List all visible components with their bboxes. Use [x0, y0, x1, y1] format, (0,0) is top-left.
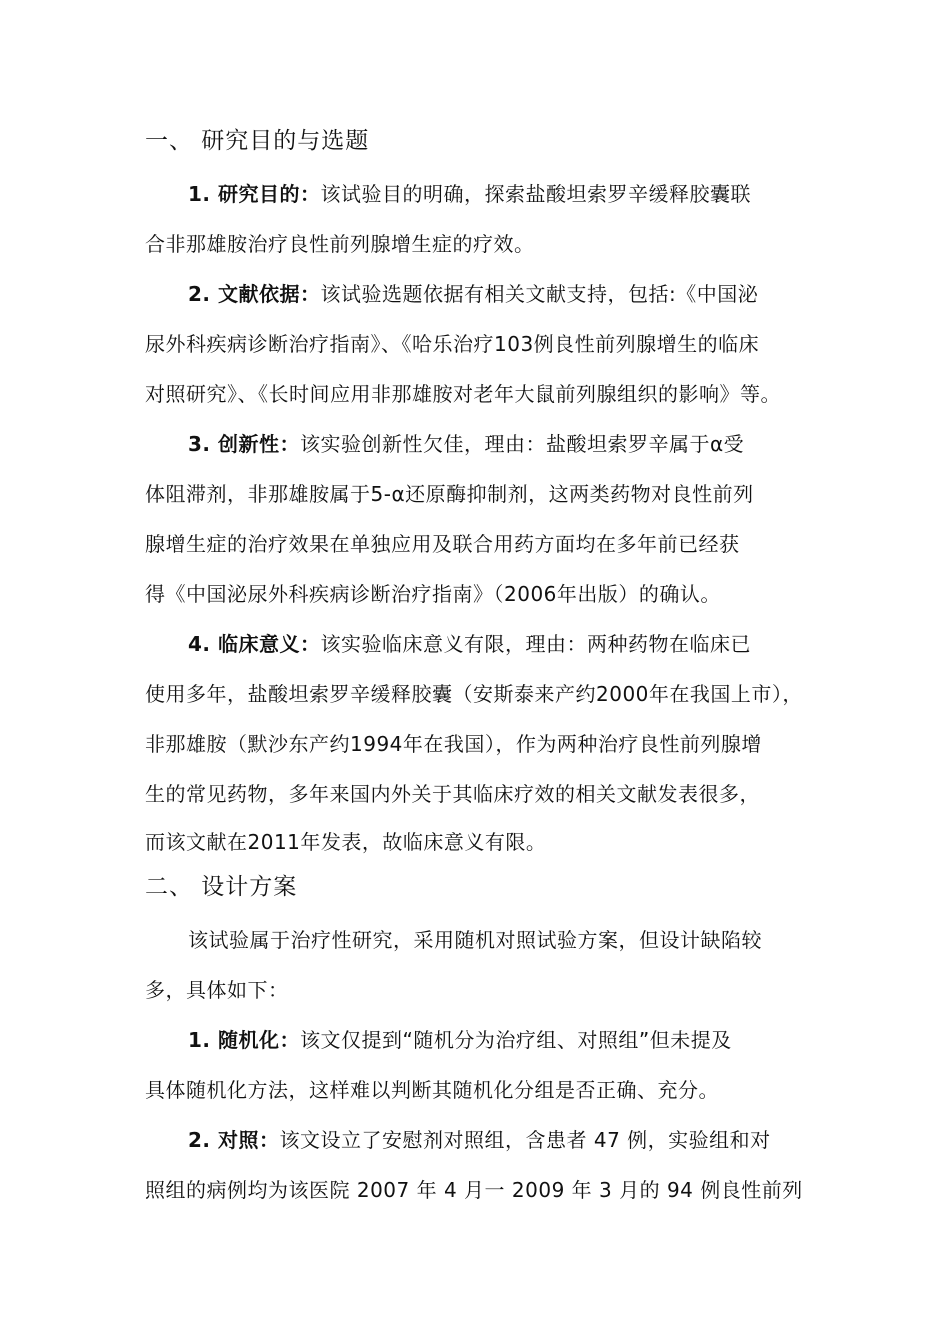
section-2-heading: 二、 设计方案: [145, 874, 298, 900]
paragraph-line: 而该文献在2011年发表，故临床意义有限。: [145, 830, 547, 854]
item-label: 4. 临床意义：: [188, 632, 321, 656]
paragraph-line: 生的常见药物，多年来国内外关于其临床疗效的相关文献发表很多，: [145, 782, 760, 806]
paragraph-line: 得《中国泌尿外科疾病诊断治疗指南》（2006年出版）的确认。: [145, 582, 721, 606]
item-label: 2. 对照：: [188, 1128, 280, 1152]
item-label: 2. 文献依据：: [188, 282, 321, 306]
item-label: 1. 随机化：: [188, 1028, 300, 1052]
item-text: 该文设立了安慰剂对照组，含患者 47 例，实验组和对: [279, 1128, 771, 1152]
section-1-heading: 一、 研究目的与选题: [145, 128, 370, 154]
intro-line: 多，具体如下：: [145, 978, 289, 1002]
item-randomization: [188, 1027, 732, 1053]
item-literature-basis: [188, 281, 758, 307]
item-text: 该实验创新性欠佳，理由：盐酸坦索罗辛属于α受: [299, 432, 745, 456]
paragraph-line: 使用多年，盐酸坦索罗辛缓释胶囊（安斯泰来产约2000年在我国上市），: [145, 682, 803, 706]
item-text: 该试验选题依据有相关文献支持，包括:《中国泌: [320, 282, 759, 306]
paragraph-line: 非那雄胺（默沙东产约1994年在我国），作为两种治疗良性前列腺增: [145, 732, 762, 756]
item-label: 3. 创新性：: [188, 432, 300, 456]
paragraph-line: 尿外科疾病诊断治疗指南》、《哈乐治疗103例良性前列腺增生的临床: [145, 332, 760, 356]
item-clinical-significance: [188, 631, 751, 657]
paragraph-line: 合非那雄胺治疗良性前列腺增生症的疗效。: [145, 232, 535, 256]
item-research-purpose: [188, 181, 751, 207]
paragraph-line: 照组的病例均为该医院 2007 年 4 月一 2009 年 3 月的 94 例良性前列: [145, 1178, 803, 1202]
paragraph-line: 体阻滞剂，非那雄胺属于5-α还原酶抑制剂，这两类药物对良性前列: [145, 482, 754, 506]
paragraph-line: 具体随机化方法，这样难以判断其随机化分组是否正确、充分。: [145, 1078, 719, 1102]
intro-line: 该试验属于治疗性研究，采用随机对照试验方案，但设计缺陷较: [188, 928, 762, 952]
item-label: 1. 研究目的：: [188, 182, 321, 206]
item-control: [188, 1127, 771, 1153]
item-text: 该文仅提到“随机分为治疗组、对照组”但未提及: [299, 1028, 732, 1052]
item-text: 该试验目的明确，探索盐酸坦索罗辛缓释胶囊联: [320, 182, 751, 206]
paragraph-line: 对照研究》、《长时间应用非那雄胺对老年大鼠前列腺组织的影响》等。: [145, 382, 781, 406]
item-text: 该实验临床意义有限，理由：两种药物在临床已: [320, 632, 751, 656]
paragraph-line: 腺增生症的治疗效果在单独应用及联合用药方面均在多年前已经获: [145, 532, 740, 556]
item-innovation: [188, 431, 744, 457]
